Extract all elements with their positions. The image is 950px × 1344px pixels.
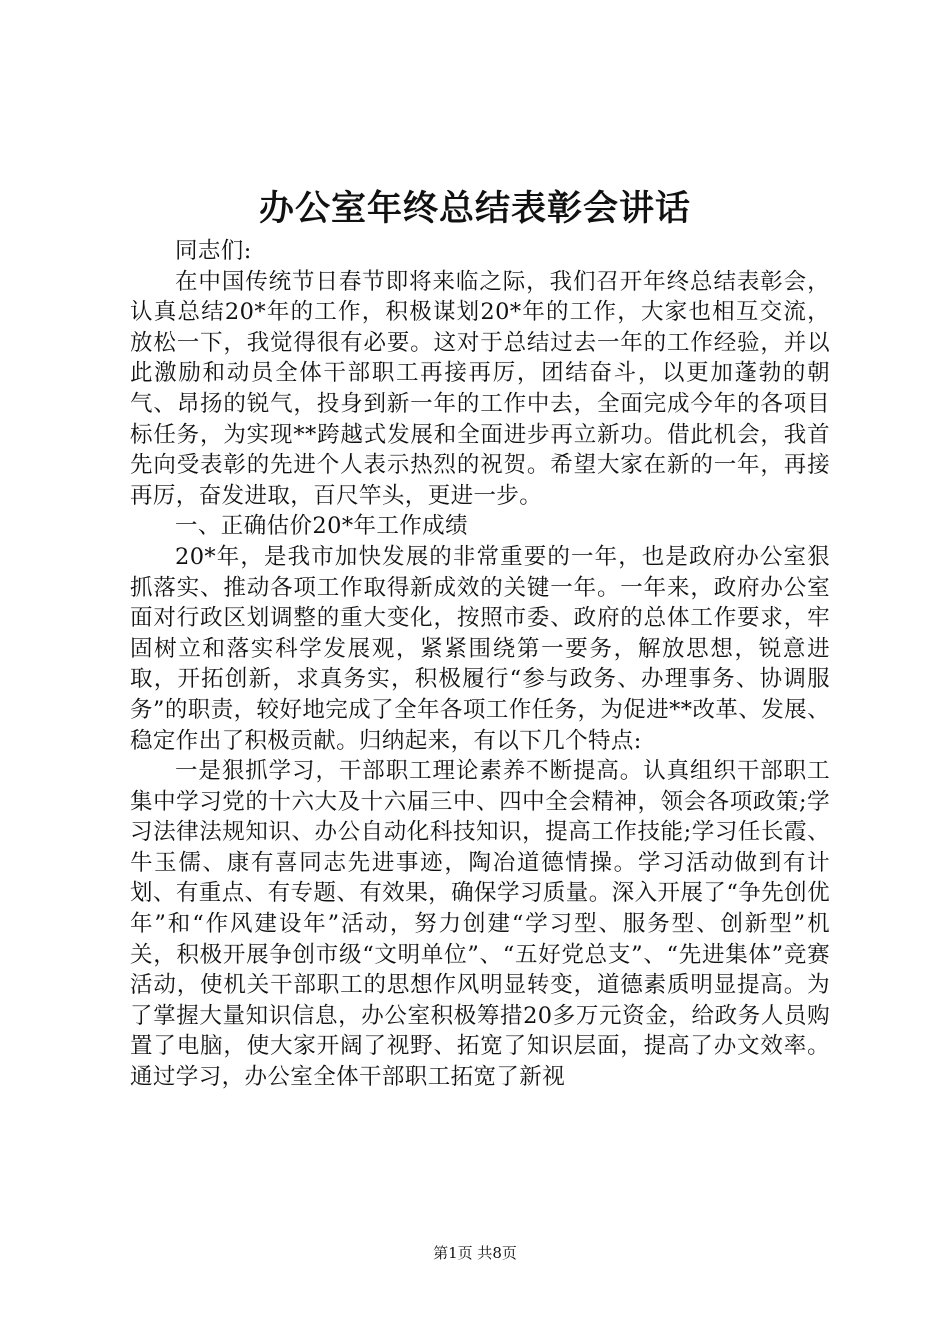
paragraph-overview: 20*年，是我市加快发展的非常重要的一年，也是政府办公室狠抓落实、推动各项工作取得新成效的关键一年。一年来，政府办公室面对行政区划调整的重大变化，按照市委、政府的总体工作要求，牢固树立和落实科学发展观，紧紧围绕第一要务，解放思想，锐意进取，开拓创新，求真务实，积极履行“参与政务、办理事务、协调服务”的职责，较好地完成了全年各项工作任务，为促进**改革、发展、稳定作出了积极贡献。归纳起来，有以下几个特点: [130,543,830,754]
paragraph-point-one: 一是狠抓学习，干部职工理论素养不断提高。认真组织干部职工集中学习党的十六大及十六届三中、四中全会精神，领会各项政策;学习法律法规知识、办公自动化科技知识，提高工作技能;学习任长霞、牛玉儒、康有喜同志先进事迹，陶冶道德情操。学习活动做到有计划、有重点、有专题、有效果，确保学习质量。深入开展了“争先创优年”和“作风建设年”活动，努力创建“学习型、服务型、创新型”机关，积极开展争创市级“文明单位”、“五好党总支”、“先进集体”竞赛活动，使机关干部职工的思想作风明显转变，道德素质明显提高。为了掌握大量知识信息，办公室积极筹措20多万元资金，给政务人员购置了电脑，使大家开阔了视野、拓宽了知识层面，提高了办文效率。通过学习，办公室全体干部职工拓宽了新视 [130,758,830,1091]
paragraph-intro: 在中国传统节日春节即将来临之际，我们召开年终总结表彰会，认真总结20*年的工作，积极谋划20*年的工作，大家也相互交流，放松一下，我觉得很有必要。这对于总结过去一年的工作经验，并以此激励和动员全体干部职工再接再厉，团结奋斗，以更加蓬勃的朝气、昂扬的锐气，投身到新一年的工作中去，全面完成今年的各项目标任务，为实现**跨越式发展和全面进步再立新功。借此机会，我首先向受表彰的先进个人表示热烈的祝贺。希望大家在新的一年，再接再厉，奋发进取，百尺竿头，更进一步。 [130,268,830,509]
document-title: 办公室年终总结表彰会讲话 [258,188,691,229]
salutation: 同志们: [175,238,252,264]
document-body [130,236,830,1093]
page-number-footer: 第1页 共8页 [433,1244,517,1262]
section-heading: 一、正确估价20*年工作成绩 [175,513,468,540]
